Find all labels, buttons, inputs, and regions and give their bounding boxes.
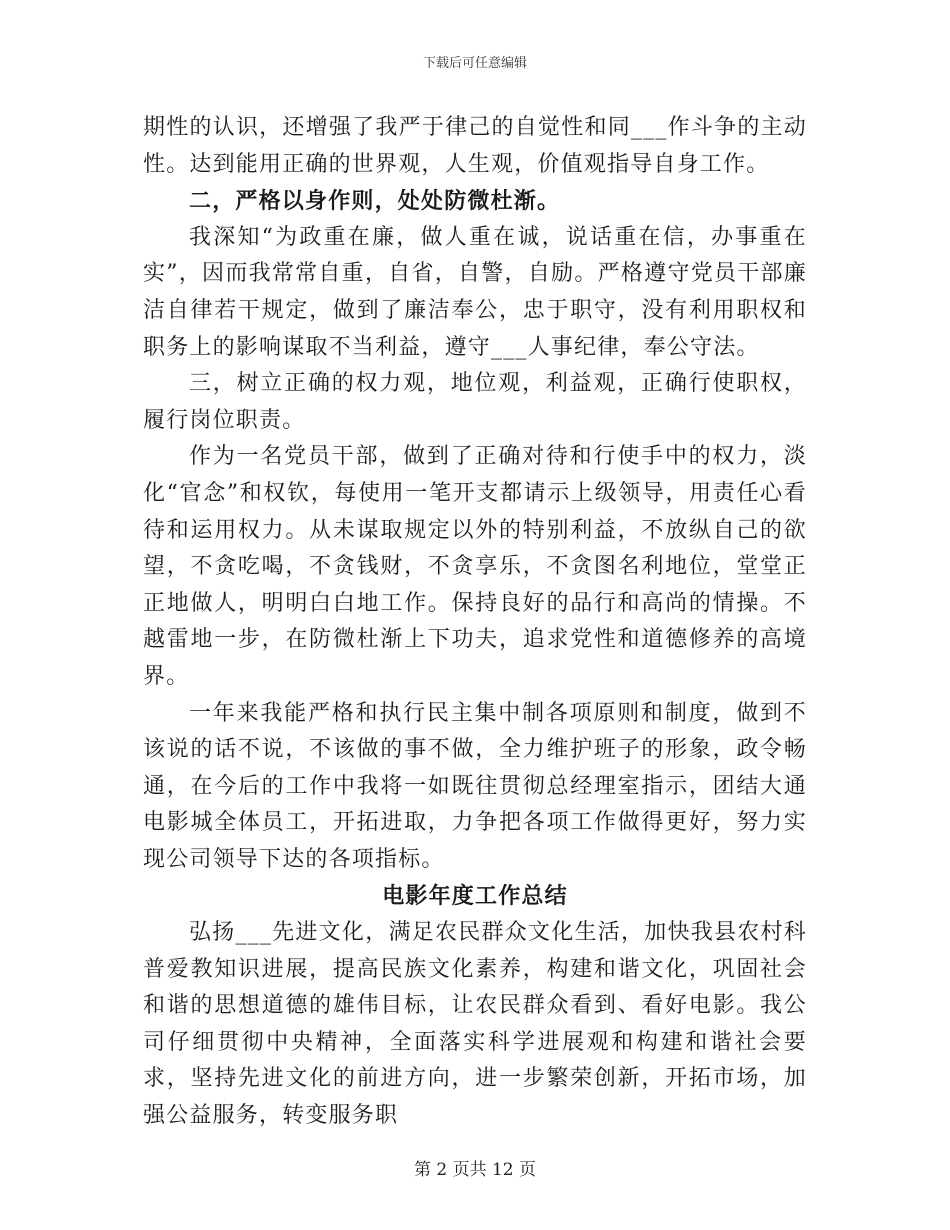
page-header: 下载后可任意编辑 [422,56,527,71]
body-paragraph: 作为一名党员干部，做到了正确对待和行使手中的权力，淡化“官念”和权钦，每使用一笔开支都请示上级领导，用责任心看待和运用权力。从未谋取规定以外的特别利益，不放纵自己的欲望，不贪吃喝，不贪钱财，不贪享乐，不贪图名利地位，堂堂正正地做人，明明白白地工作。保持良好的品行和高尚的情操。不越雷地一步，在防微杜渐上下功夫，追求党性和道德修养的高境界。 [143,444,807,689]
section-heading: 二，严格以身作则，处处防微杜渐。 [189,188,561,215]
body-paragraph: 一年来我能严格和执行民主集中制各项原则和制度，做到不该说的话不说，不该做的事不做，全力维护班子的形象，政令畅通，在今后的工作中我将一如既往贯彻总经理室指示，团结大通电影城全体员工，开拓进取，力争把各项工作做得更好，努力实现公司领导下达的各项指标。 [143,700,807,872]
section-heading: 三，树立正确的权力观，地位观，利益观，正确行使职权，履行岗位职责。 [143,371,807,433]
document-title: 电影年度工作总结 [382,883,568,910]
body-paragraph: 弘扬___先进文化，满足农民群众文化生活，加快我县农村科普爱教知识进展，提高民族文化素养，构建和谐文化，巩固社会和谐的思想道德的雄伟目标，让农民群众看到、看好电影。我公司仔细贯彻中央精神，全面落实科学进展观和构建和谐社会要求，坚持先进文化的前进方向，进一步繁荣创新，开拓市场，加强公益服务，转变服务职 [143,920,807,1129]
body-paragraph: 我深知“为政重在廉，做人重在诚，说话重在信，办事重在实”，因而我常常自重，自省，自警，自励。严格遵守党员干部廉洁自律若干规定，做到了廉洁奉公，忠于职守，没有利用职权和职务上的影响谋取不当利益，遵守___人事纪律，奉公守法。 [143,224,807,360]
body-paragraph: 期性的认识，还增强了我严于律己的自觉性和同___作斗争的主动性。达到能用正确的世界观，人生观，价值观指导自身工作。 [143,115,807,177]
document-body [143,110,807,1135]
page-footer: 第 2 页共 12 页 [413,1160,537,1180]
